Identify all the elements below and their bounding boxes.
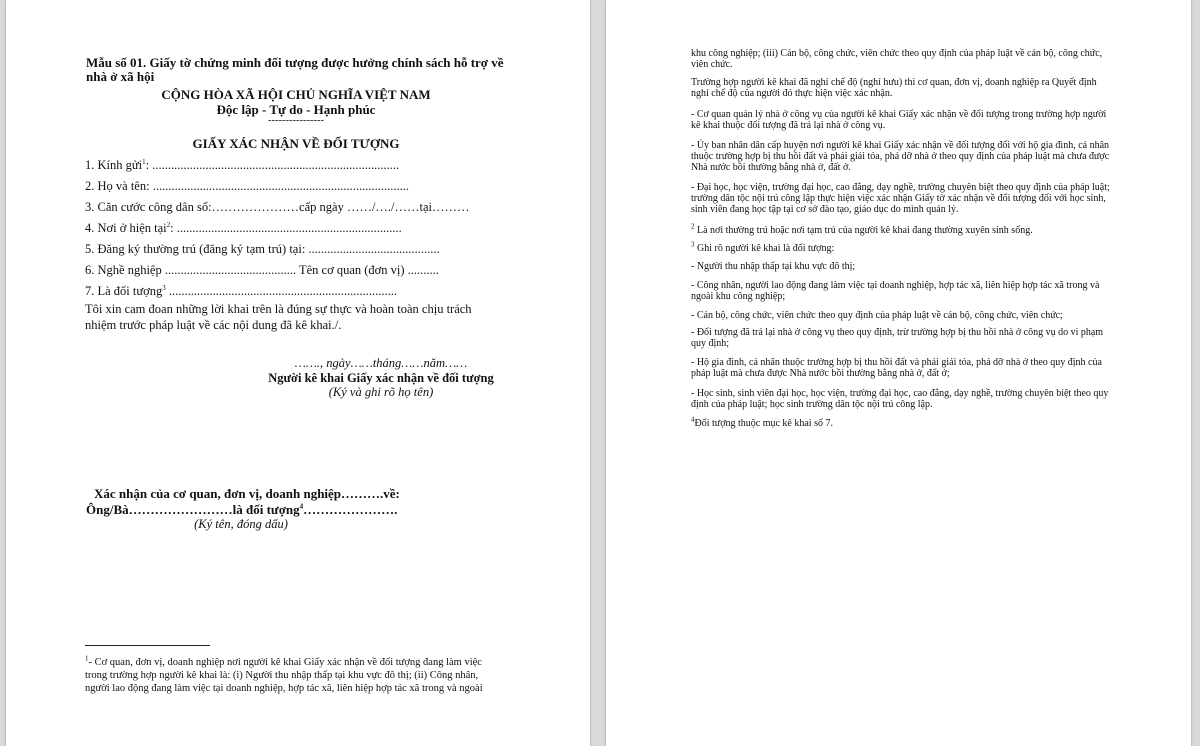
date-line: ……., ngày……tháng……năm…… bbox=[294, 356, 468, 370]
commitment-text-2: nhiệm trước pháp luật về các nội dung đã kê khai./. bbox=[85, 318, 342, 332]
field-permanent-residence: 5. Đăng ký thường trú (đăng ký tạm trú) tại: .......................................... bbox=[85, 242, 440, 256]
form-title-continued: nhà ở xã hội bbox=[86, 69, 155, 84]
paragraph-retired: Trường hợp người kê khai đã nghỉ chế độ (nghỉ hưu) thì cơ quan, đơn vị, doanh nghiệp ra Quyết định nghỉ chế độ của người đó thực hiện việc xác nhận. bbox=[691, 77, 1097, 99]
field-subject-type: 7. Là đối tượng$^3$ ......................................................................... bbox=[85, 283, 398, 298]
field-full-name: 2. Họ và tên: .................................................................................. bbox=[85, 179, 409, 193]
nation-heading: CỘNG HÒA XÃ HỘI CHỦ NGHĨA VIỆT NAM bbox=[161, 87, 431, 102]
list-item: - Công nhân, người lao động đang làm việc tại doanh nghiệp, hợp tác xã, liên hiệp hợp tác xã trong và ngoài khu công nghiệp; bbox=[691, 280, 1100, 302]
confirmation-subject: Ông/Bà……………………là đối tượng$^4$…………………. bbox=[86, 502, 398, 517]
field-current-address: 4. Nơi ở hiện tại$^2$: ........................................................................ bbox=[85, 220, 402, 235]
footnote-1-line-1: $^1$- Cơ quan, đơn vị, doanh nghiệp nơi người kê khai Giấy xác nhận về đối tượng đang làm việc bbox=[85, 654, 482, 668]
document-title: GIẤY XÁC NHẬN VỀ ĐỐI TƯỢNG bbox=[192, 136, 400, 151]
field-recipient: 1. Kính gửi$^1$: ............................................................................... bbox=[85, 157, 400, 172]
field-citizen-id: 3. Căn cước công dân số:…………………cấp ngày ……/…./……tại……… bbox=[85, 200, 470, 214]
footnote-2: $^2$ Là nơi thường trú hoặc nơi tạm trú của người kê khai đang thường xuyên sinh sống. bbox=[691, 222, 1033, 236]
footnote-1-continued: khu công nghiệp; (iii) Cán bộ, công chức, viên chức theo quy định của pháp luật về cán bộ, công chức, viên chức. bbox=[691, 48, 1103, 70]
document-page-left bbox=[6, 0, 590, 746]
list-item: - Đối tượng đã trả lại nhà ở công vụ theo quy định, trừ trường hợp bị thu hồi nhà ở công vụ do vi phạm quy định; bbox=[691, 327, 1104, 349]
declarant-label: Người kê khai Giấy xác nhận về đối tượng bbox=[268, 371, 494, 385]
footnote-1-line-2: trong trường hợp người kê khai là: (i) Người thu nhập thấp tại khu vực đô thị; (ii) Công nhân, bbox=[85, 670, 479, 681]
document-page-right bbox=[606, 0, 1191, 746]
list-item: - Hộ gia đình, cá nhân thuộc trường hợp bị thu hồi đất và phải giải tỏa, phá dỡ nhà ở theo quy định của pháp luật mà chưa được Nhà nước bồi thường bằng nhà ở, đất ở; bbox=[691, 357, 1102, 379]
list-item: - Người thu nhập thấp tại khu vực đô thị; bbox=[691, 261, 856, 272]
list-item: - Học sinh, sinh viên đại học, học viện, trường đại học, cao đẳng, dạy nghề, trường chuyên biệt theo quy định của pháp luật; học sinh trường dân tộc nội trú công lập. bbox=[691, 388, 1109, 410]
footnote-1-line-3: người lao động đang làm việc tại doanh nghiệp, hợp tác xã, liên hiệp hợp tác xã trong và ngoài bbox=[85, 683, 483, 694]
confirmation-heading: Xác nhận của cơ quan, đơn vị, doanh nghiệp……….về: bbox=[94, 486, 400, 501]
form-title: Mẫu số 01. Giấy tờ chứng minh đối tượng được hưởng chính sách hỗ trợ về bbox=[86, 55, 504, 70]
paragraph-housing-agency: - Cơ quan quản lý nhà ở công vụ của người kê khai Giấy xác nhận về đối tượng trong trường hợp người kê khai thuộc đối tượng đã trả lại nhà ở công vụ. bbox=[691, 109, 1107, 131]
separator-line: ---------------- bbox=[268, 115, 324, 126]
paragraph-universities: - Đại học, học viện, trường đại học, cao đẳng, dạy nghề, trường chuyên biệt theo quy định của pháp luật; trường dân tộc nội trú công lập thực hiện việc xác nhận Giấy tờ xác nhận về đối tượng đối với học sinh, sinh viên đang học tập tại cơ sở đào tạo, giáo dục do mình quản lý. bbox=[691, 182, 1110, 215]
footnote-3: $^3$ Ghi rõ người kê khai là đối tượng: bbox=[691, 240, 835, 254]
declarant-note: (Ký và ghi rõ họ tên) bbox=[328, 385, 434, 399]
footnote-4: $^4$Đối tượng thuộc mục kê khai số 7. bbox=[691, 415, 833, 429]
confirmation-note: (Ký tên, đóng dấu) bbox=[194, 517, 288, 531]
commitment-text-1: Tôi xin cam đoan những lời khai trên là đúng sự thực và hoàn toàn chịu trách bbox=[85, 302, 472, 316]
field-occupation: 6. Nghề nghiệp .......................................... Tên cơ quan (đơn vị) .......... bbox=[85, 263, 439, 277]
motto: Độc lập - Tự do - Hạnh phúc bbox=[216, 102, 376, 117]
list-item: - Cán bộ, công chức, viên chức theo quy định của pháp luật về cán bộ, công chức, viên chức; bbox=[691, 310, 1063, 321]
footnote-divider bbox=[85, 645, 210, 646]
paragraph-district-committee: - Ủy ban nhân dân cấp huyện nơi người kê khai Giấy xác nhận về đối tượng đối với hộ gia đình, cá nhân thuộc trường hợp bị thu hồi đất và phải giải tỏa, phá dỡ nhà ở theo quy định của pháp luật mà chưa được Nhà nước bồi thường bằng nhà ở, đất ở. bbox=[691, 140, 1110, 173]
